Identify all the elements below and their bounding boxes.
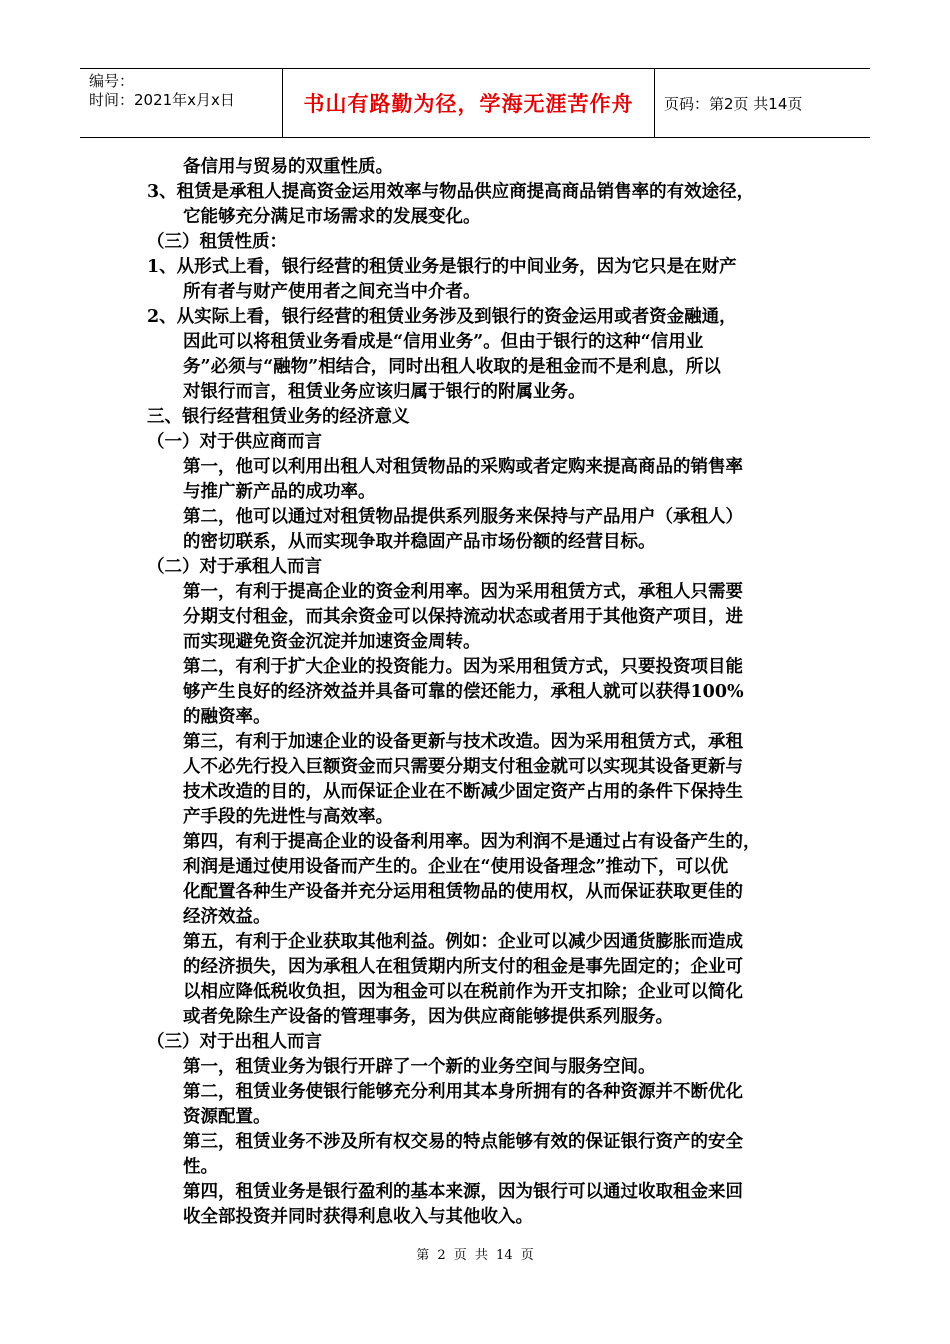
page-footer: 第 2 页 共 14 页 [416,1248,534,1263]
text-line: 经济效益。 [183,907,271,927]
text-line: 资源配置。 [183,1107,271,1127]
text-line: 收全部投资并同时获得利息收入与其他收入。 [183,1207,533,1227]
text-line: 因此可以将租赁业务看成是“信用业务”。但由于银行的这种“信用业 [183,332,704,352]
header-motto: 书山有路勤为径，学海无涯苦作舟 [283,69,655,137]
text-line: 它能够充分满足市场需求的发展变化。 [183,207,481,227]
text-line: 务”必须与“融物”相结合，同时出租人收取的是租金而不是利息，所以 [183,357,721,377]
text-line: 第二，有利于扩大企业的投资能力。因为采用租赁方式，只要投资项目能 [183,657,743,677]
header-meta [80,69,283,137]
text-line: 技术改造的目的，从而保证企业在不断减少固定资产占用的条件下保持生 [183,782,743,802]
text-line: 化配置各种生产设备并充分运用租赁物品的使用权，从而保证获取更佳的 [183,882,743,902]
text-line: 利润是通过使用设备而产生的。企业在“使用设备理念”推动下，可以优 [183,857,729,877]
text-line: 产手段的先进性与高效率。 [183,807,393,827]
text-line: 与推广新产品的成功率。 [183,482,376,502]
text-line: 第四，有利于提高企业的设备利用率。因为利润不是通过占有设备产生的， [183,832,761,852]
text-line: 3、租赁是承租人提高资金运用效率与物品供应商提高商品销售率的有效途径， [147,182,755,202]
text-line: 第三，有利于加速企业的设备更新与技术改造。因为采用租赁方式，承租 [183,732,743,752]
text-line: 第二，他可以通过对租赁物品提供系列服务来保持与产品用户（承租人） [183,507,743,527]
text-line: 分期支付租金，而其余资金可以保持流动状态或者用于其他资产项目，进 [183,607,743,627]
code-label: 编号： [89,72,135,90]
section-heading: （二）对于承租人而言 [147,557,322,577]
text-line: 第四，租赁业务是银行盈利的基本来源，因为银行可以通过收取租金来回 [183,1182,743,1202]
text-line: 第一，有利于提高企业的资金利用率。因为采用租赁方式，承租人只需要 [183,582,743,602]
text-line: 1、从形式上看，银行经营的租赁业务是银行的中间业务，因为它只是在财产 [147,257,737,277]
section-heading: 三、银行经营租赁业务的经济意义 [147,407,410,427]
text-line: 第二，租赁业务使银行能够充分利用其本身所拥有的各种资源并不断优化 [183,1082,743,1102]
text-line: 的融资率。 [183,707,271,727]
text-line: 2、从实际上看，银行经营的租赁业务涉及到银行的资金运用或者资金融通， [147,307,737,327]
text-line: 以相应降低税收负担，因为租金可以在税前作为开支扣除；企业可以简化 [183,982,743,1002]
text-line: 所有者与财产使用者之间充当中介者。 [183,282,481,302]
section-heading: （三）对于出租人而言 [147,1032,322,1052]
header-page-label: 页码：第2页 共14页 [664,94,803,113]
page-header [80,68,870,138]
section-heading: （一）对于供应商而言 [147,432,322,452]
text-line: 对银行而言，租赁业务应该归属于银行的附属业务。 [183,382,586,402]
time-label: 时间：2021年x月x日 [89,91,235,109]
text-line: 第三，租赁业务不涉及所有权交易的特点能够有效的保证银行资产的安全 [183,1132,743,1152]
text-line: 的经济损失，因为承租人在租赁期内所支付的租金是事先固定的；企业可 [183,957,743,977]
text-line: 备信用与贸易的双重性质。 [183,157,393,177]
text-line: 或者免除生产设备的管理事务，因为供应商能够提供系列服务。 [183,1007,673,1027]
text-line: 够产生良好的经济效益并具备可靠的偿还能力，承租人就可以获得100% [183,682,744,702]
text-line: 第一，租赁业务为银行开辟了一个新的业务空间与服务空间。 [183,1057,656,1077]
text-line: 的密切联系，从而实现争取并稳固产品市场份额的经营目标。 [183,532,656,552]
text-line: 性。 [183,1157,218,1177]
text-line: 人不必先行投入巨额资金而只需要分期支付租金就可以实现其设备更新与 [183,757,743,777]
text-line: 第一，他可以利用出租人对租赁物品的采购或者定购来提高商品的销售率 [183,457,743,477]
section-heading: （三）租赁性质： [147,232,287,252]
text-line: 第五，有利于企业获取其他利益。例如：企业可以减少因通货膨胀而造成 [183,932,743,952]
text-line: 而实现避免资金沉淀并加速资金周转。 [183,632,481,652]
